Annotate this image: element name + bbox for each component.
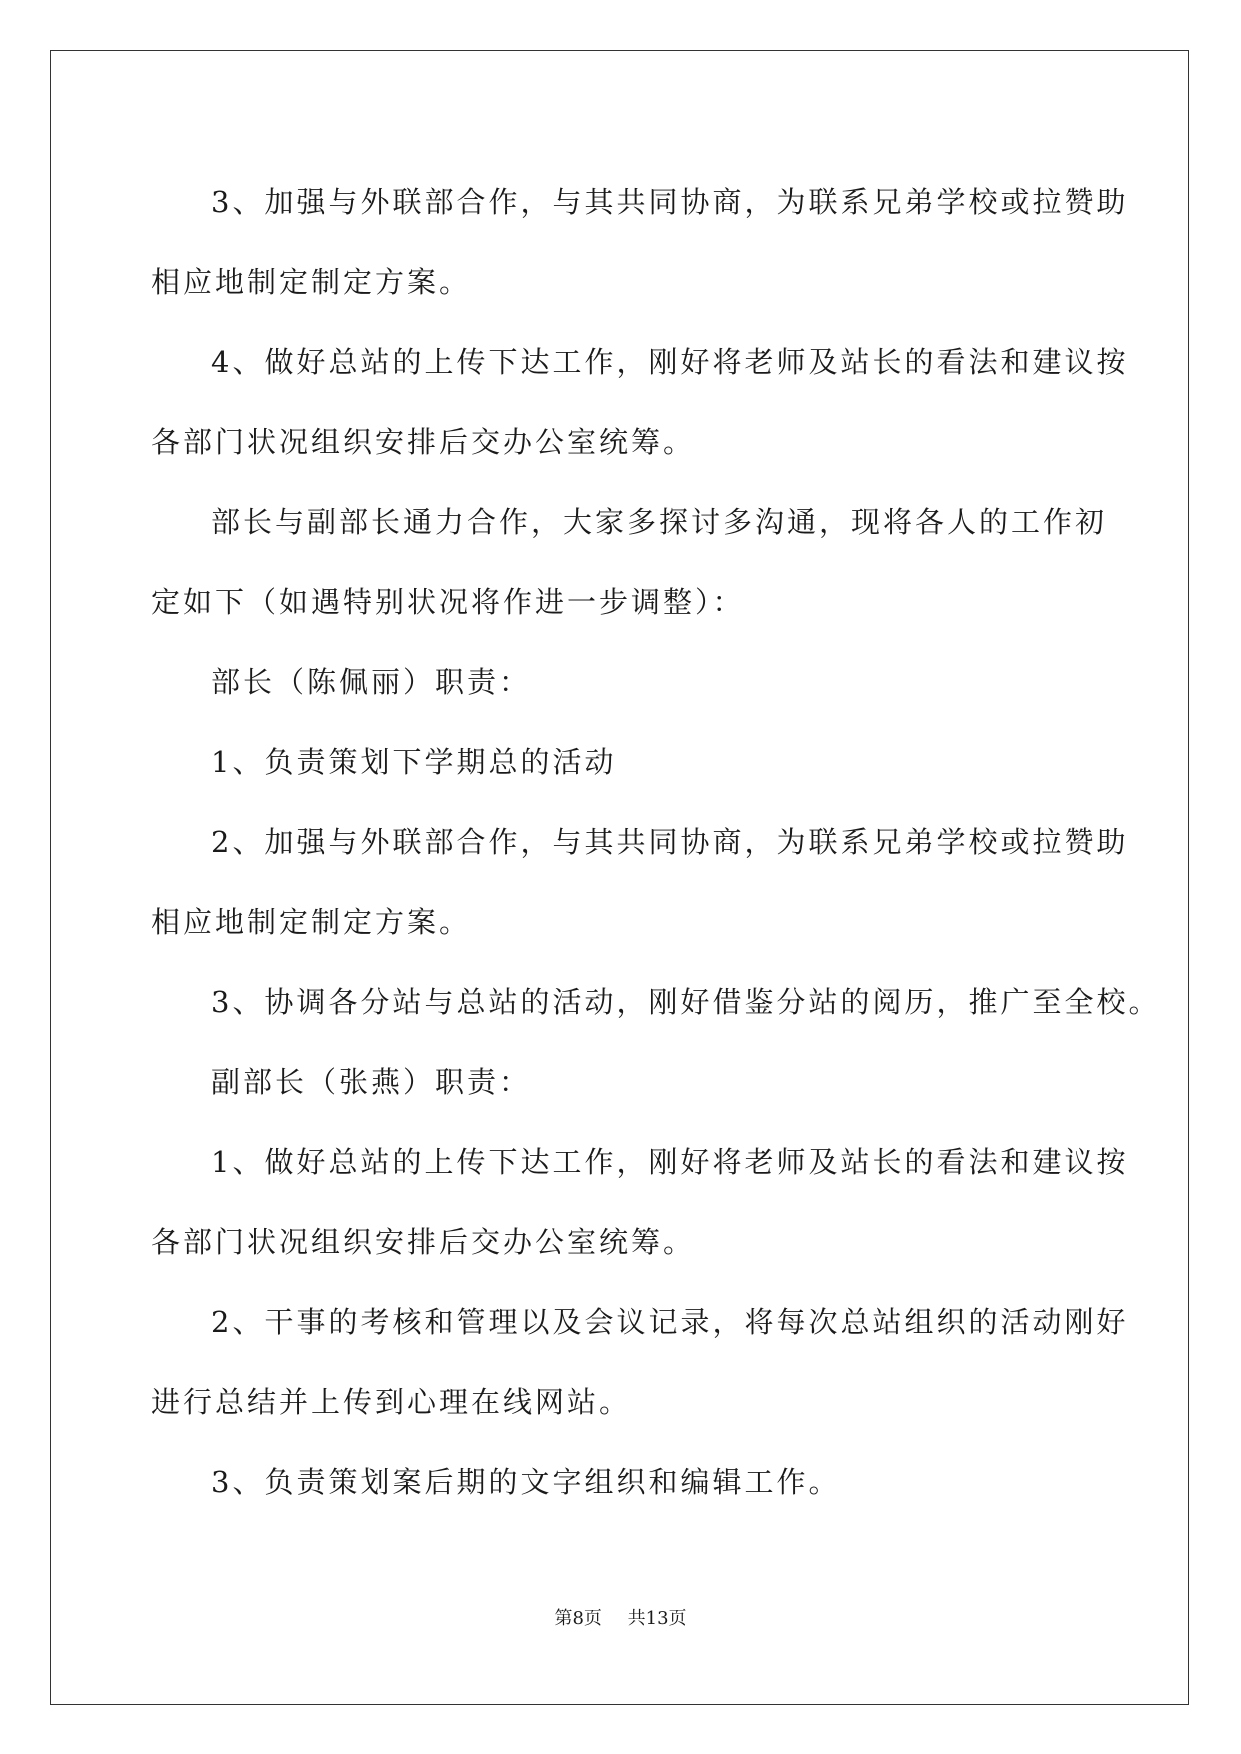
paragraph-line: 进行总结并上传到心理在线网站。 bbox=[151, 1385, 632, 1419]
list-item: 1、负责策划下学期总的活动 bbox=[211, 745, 617, 779]
paragraph-line: 4、做好总站的上传下达工作，刚好将老师及站长的看法和建议按 bbox=[211, 345, 1129, 379]
section-heading-director: 部长（陈佩丽）职责： bbox=[211, 665, 532, 699]
list-item: 2、干事的考核和管理以及会议记录，将每次总站组织的活动刚好 bbox=[211, 1305, 1129, 1339]
page-footer bbox=[0, 1604, 1241, 1630]
paragraph-line: 各部门状况组织安排后交办公室统筹。 bbox=[151, 425, 696, 459]
document-body bbox=[151, 162, 1161, 1522]
list-item: 3、协调各分站与总站的活动，刚好借鉴分站的阅历，推广至全校。 bbox=[211, 985, 1161, 1019]
paragraph-line: 部长与副部长通力合作，大家多探讨多沟通，现将各人的工作初 bbox=[211, 505, 1108, 539]
page-number-total: 共13页 bbox=[627, 1608, 687, 1629]
list-item: 3、负责策划案后期的文字组织和编辑工作。 bbox=[211, 1465, 841, 1499]
list-item: 2、加强与外联部合作，与其共同协商，为联系兄弟学校或拉赞助 bbox=[211, 825, 1129, 859]
page-number-current: 第8页 bbox=[554, 1608, 602, 1629]
paragraph-line: 相应地制定制定方案。 bbox=[151, 265, 472, 299]
paragraph-line: 3、加强与外联部合作，与其共同协商，为联系兄弟学校或拉赞助 bbox=[211, 185, 1129, 219]
list-item: 1、做好总站的上传下达工作，刚好将老师及站长的看法和建议按 bbox=[211, 1145, 1129, 1179]
section-heading-deputy: 副部长（张燕）职责： bbox=[211, 1065, 532, 1099]
paragraph-line: 各部门状况组织安排后交办公室统筹。 bbox=[151, 1225, 696, 1259]
paragraph-line: 相应地制定制定方案。 bbox=[151, 905, 472, 939]
paragraph-line: 定如下（如遇特别状况将作进一步调整）： bbox=[151, 585, 745, 619]
